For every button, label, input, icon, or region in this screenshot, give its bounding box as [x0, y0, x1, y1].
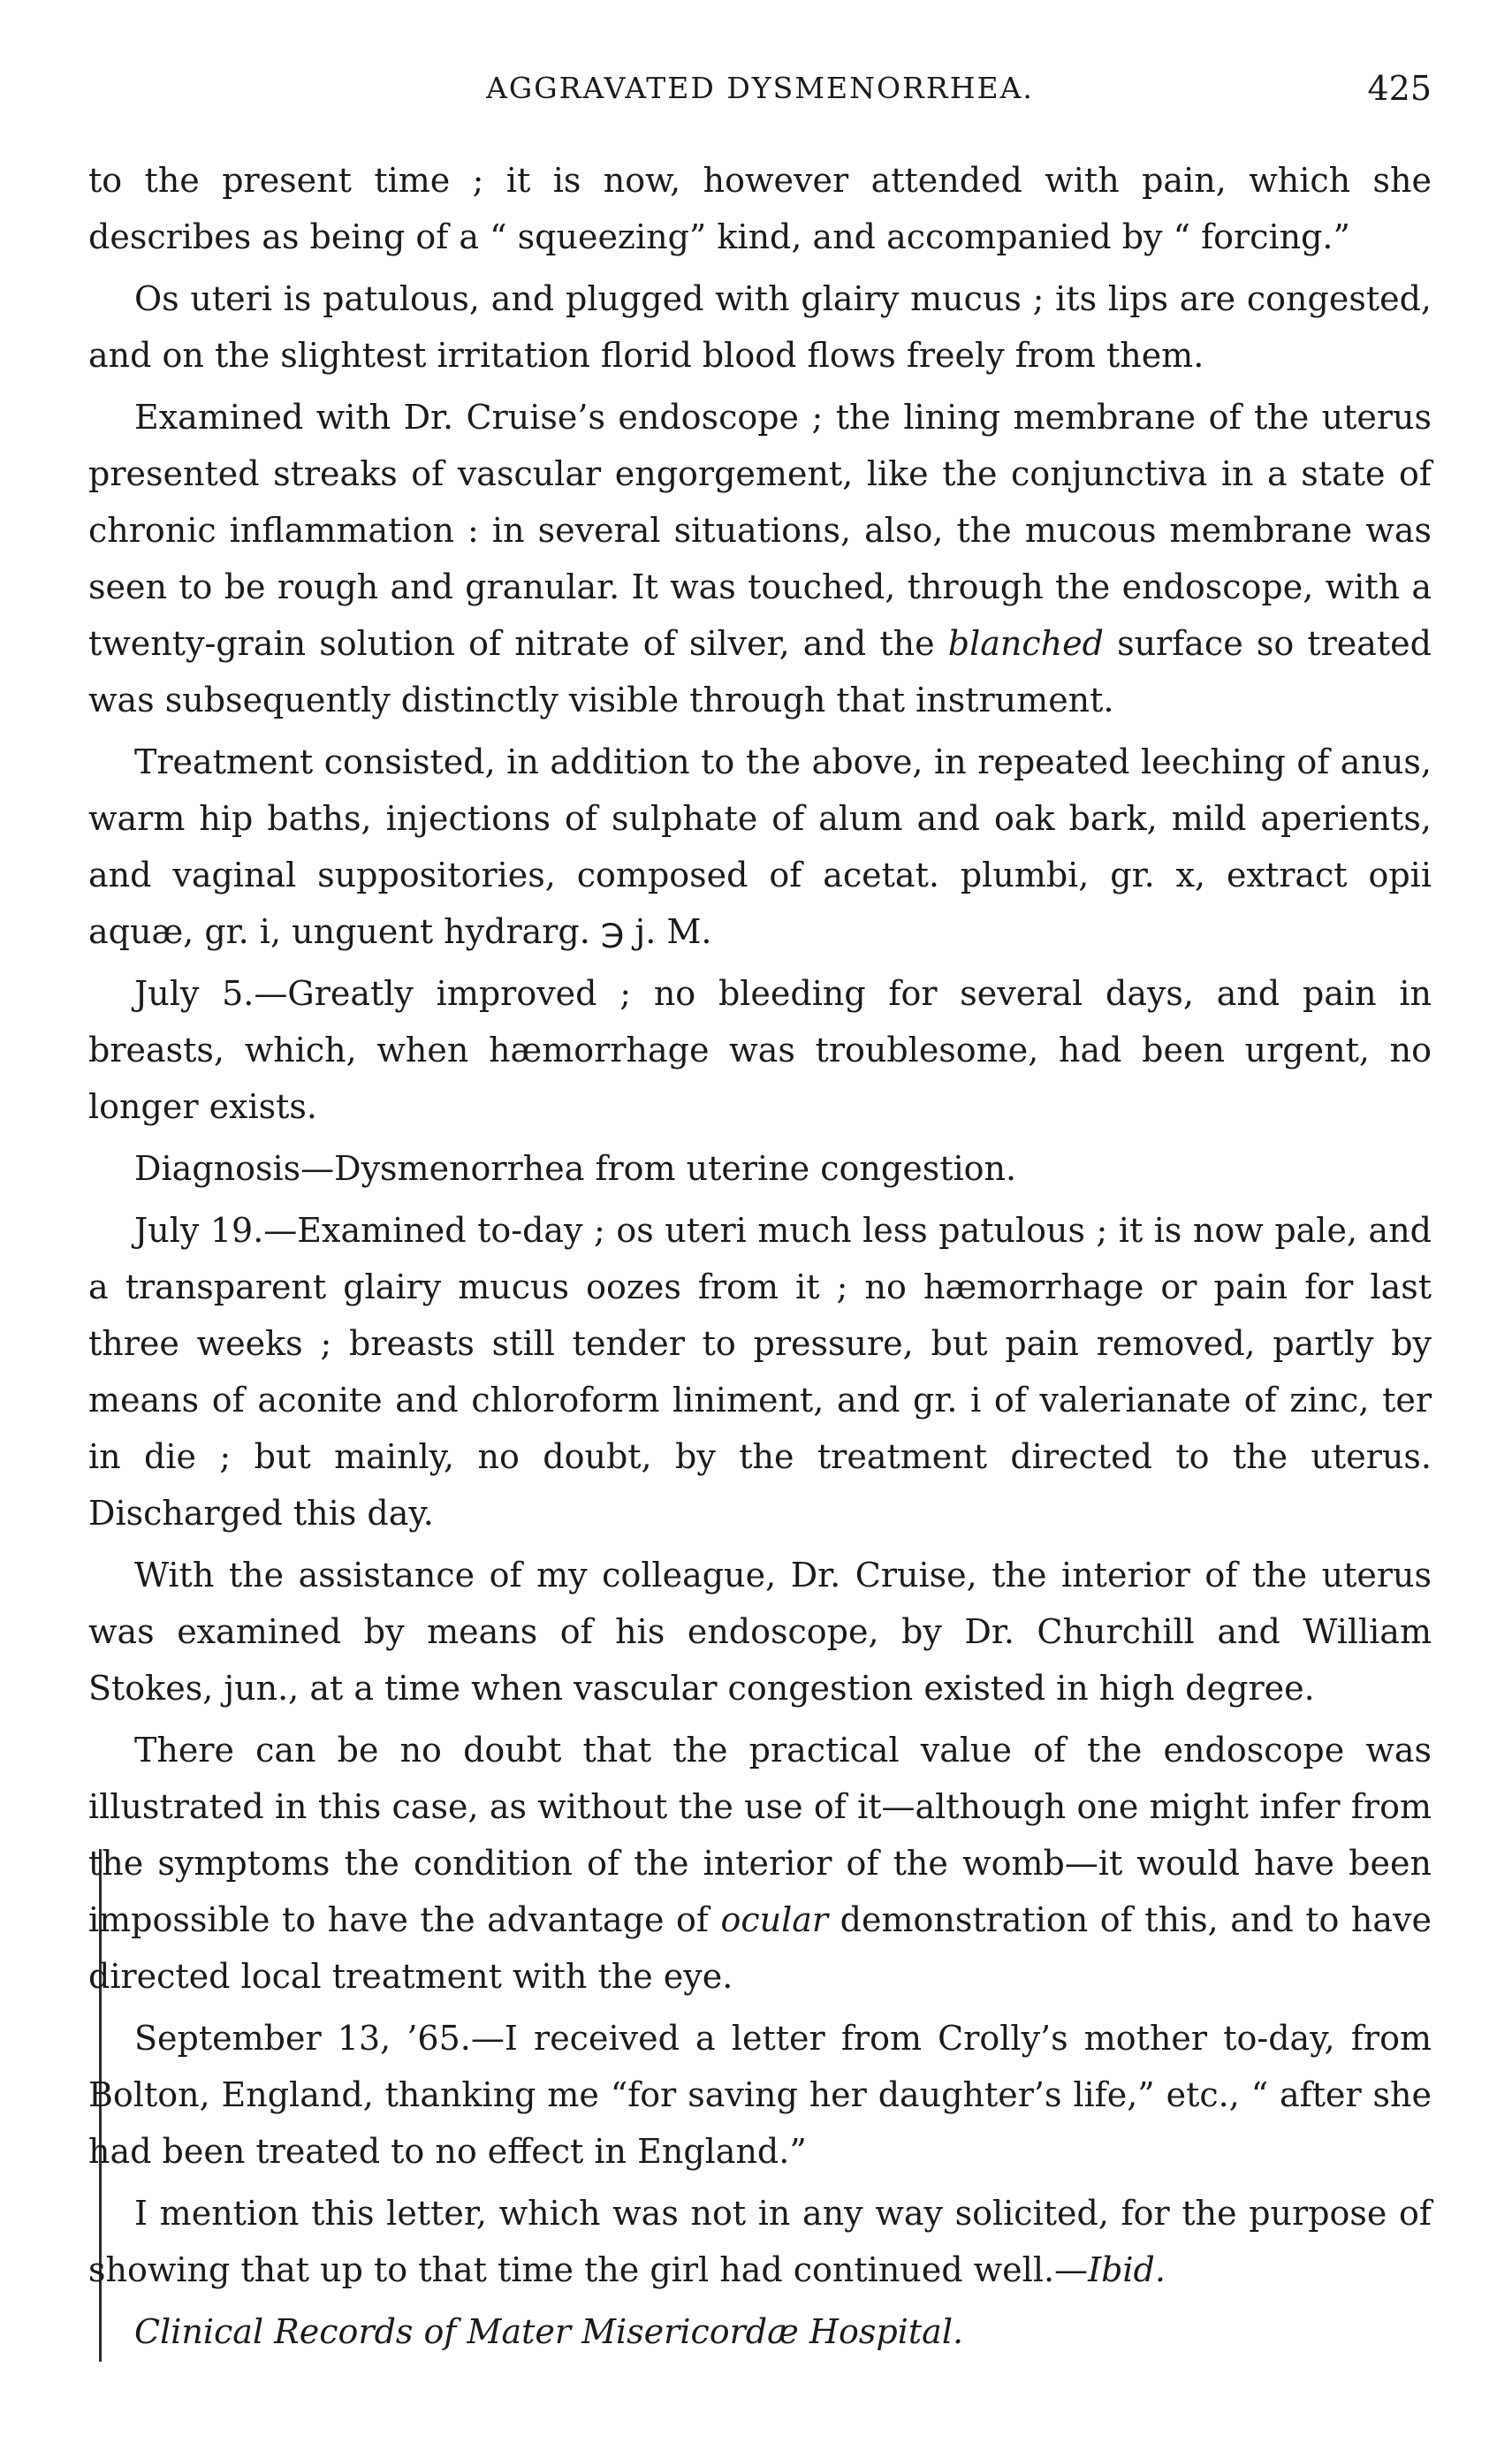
paragraph-july-5: July 5.—Greatly improved ; no bleeding for several days, and pain in breasts, which, when hæmorrhage was troublesome, had been urgent, no longer exists.: [88, 974, 1432, 1126]
emphasis-ibid: Ibid.: [1088, 2250, 1166, 2289]
running-head: [88, 62, 1432, 115]
paragraph-letter-mention: [88, 2185, 1432, 2298]
paragraph-treatment: Treatment consisted, in addition to the above, in repeated leeching of anus, warm hip baths, injections of sulphate of alum and oak bark, mild aperients, and vaginal suppositories, composed of acetat. plumbi, gr. x, extract opii aquæ, gr. i, unguent hydrarg. ℈ j. M.: [88, 742, 1432, 951]
emphasis-blanched: blanched: [947, 624, 1104, 663]
paragraph-colleague: With the assistance of my colleague, Dr. Cruise, the interior of the uterus was examined by means of his endoscope, by Dr. Churchill and William Stokes, jun., at a time when vascular congestion existed in high degree.: [88, 1556, 1432, 1708]
paragraph-practical-value: [88, 1722, 1432, 2005]
source-citation: Clinical Records of Mater Misericordæ Hospital.: [134, 2312, 964, 2351]
paragraph-text: demonstration of this, and to have directed local treatment with the eye.: [88, 1900, 1432, 1996]
paragraph-text: I mention this letter, which was not in any way solicited, for the purpose of showing that up to that time the girl had continued well.—: [88, 2194, 1432, 2289]
running-title: AGGRAVATED DYSMENORRHEA.: [486, 71, 1034, 105]
paragraph-text: surface so treated was subsequently distinctly visible through that instrument.: [88, 624, 1432, 719]
paragraph-september-13: September 13, ’65.—I received a letter from Crolly’s mother to-day, from Bolton, England, thanking me “for saving her daughter’s life,” etc., “ after she had been treated to no effect in England.”: [88, 2019, 1432, 2171]
paragraph-diagnosis: Diagnosis—Dysmenorrhea from uterine congestion.: [134, 1149, 1017, 1188]
body-text: [88, 152, 1432, 2360]
paragraph-text: Examined with Dr. Cruise’s endoscope ; the lining membrane of the uterus presented streaks of vascular engorgement, like the conjunctiva in a state of chronic inflammation : in several situations, also, the mucous membrane was seen to be rough and granular. It was touched, through the endoscope, with a twenty-grain solution of nitrate of silver, and the: [88, 398, 1432, 663]
paragraph-endoscope-exam: [88, 389, 1432, 728]
paragraph-os-uteri: Os uteri is patulous, and plugged with glairy mucus ; its lips are congested, and on the slightest irritation florid blood flows freely from them.: [88, 279, 1432, 375]
page-number: 425: [1367, 69, 1432, 108]
emphasis-ocular: ocular: [720, 1900, 829, 1939]
paragraph-july-19: July 19.—Examined to-day ; os uteri much less patulous ; it is now pale, and a transparent glairy mucus oozes from it ; no hæmorrhage or pain for last three weeks ; breasts still tender to pressure, but pain removed, partly by means of aconite and chloroform liniment, and gr. i of valerianate of zinc, ter in die ; but mainly, no doubt, by the treatment directed to the uterus. Discharged this day.: [88, 1211, 1432, 1533]
paragraph-text: There can be no doubt that the practical value of the endoscope was illustrated in this case, as without the use of it—although one might infer from the symptoms the condition of the interior of the womb—it would have been impossible to have the advantage of: [88, 1731, 1432, 1939]
paragraph-continuation: to the present time ; it is now, however attended with pain, which she describes as being of a “ squeezing” kind, and accompanied by “ forcing.”: [88, 161, 1432, 256]
